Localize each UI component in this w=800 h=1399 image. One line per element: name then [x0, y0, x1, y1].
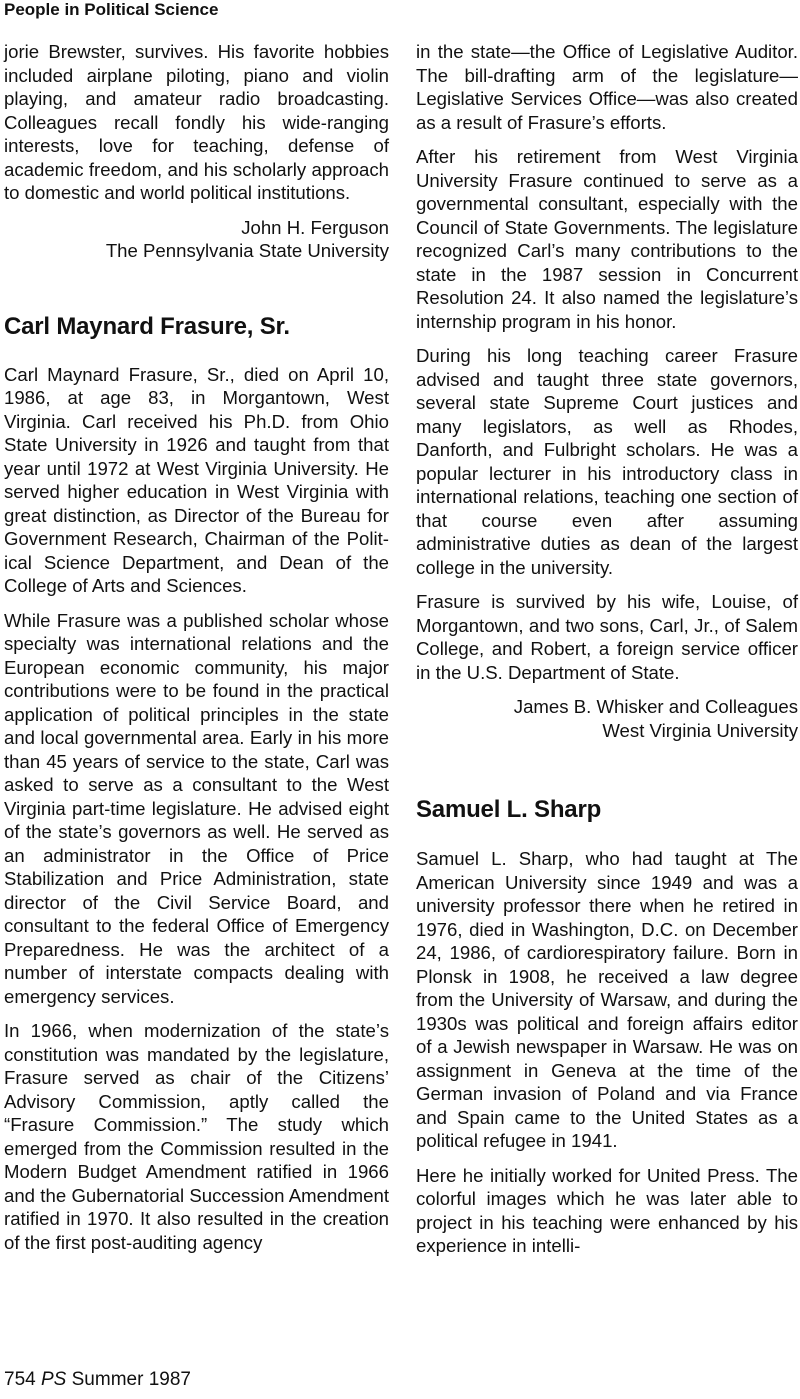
- page-number: 754: [4, 1369, 36, 1390]
- signature-affiliation: West Virginia University: [602, 719, 798, 741]
- signature-name: John H. Ferguson: [241, 216, 389, 238]
- signature-whisker: [416, 695, 798, 742]
- running-head: People in Political Science: [4, 0, 219, 19]
- obituary-heading-sharp: Samuel L. Sharp: [416, 796, 602, 823]
- page-footer: [4, 1369, 191, 1391]
- journal-name: PS: [40, 1369, 67, 1390]
- paragraph-continued: jorie Brewster, survives. His favorite hobbies included airplane piloting, piano and violin playing, and amateur radio broadcasting. Colleagues recall fondly his wide-ranging interests, love for teaching, defense of academic freedom, and his scholarly approach to domestic and world political institutions.: [4, 41, 389, 203]
- paragraph: Here he initially worked for United Press. The colorful images which he was later able to project in his teaching were enhanced by his experience in intelli-: [416, 1164, 798, 1256]
- right-column: [416, 40, 798, 1269]
- paragraph: Carl Maynard Frasure, Sr., died on April 10, 1986, at age 83, in Morgantown, West Virginia. Carl received his Ph.D. from Ohio State University in 1926 and taught from that year until 1972 at West Virginia University. He served higher education in West Virginia with great distinction, as Director of the Bureau for Government Research, Chairman of the Political Science Department, and Dean of the College of Arts and Sciences.: [4, 363, 389, 596]
- paragraph: In 1966, when modernization of the state’s constitution was mandated by the legislature, Frasure served as chair of the Citizens’ Advisory Commission, aptly called the “Frasure Commission.” The study which emerged from the Commission resulted in the Modern Budget Amendment ratified in 1966 and the Gubernatorial Succession Amendment ratified in 1970. It also resulted in the creation of the first post-auditing agency: [4, 1020, 389, 1253]
- paragraph: During his long teaching career Frasure advised and taught three state governors, several state Supreme Court justices and many legislators, as well as Rhodes, Danforth, and Fulbright scholars. He was a popular lecturer in his introductory class in international relations, teaching one section of that course even after assuming administrative duties as dean of the largest college in the university.: [416, 345, 798, 578]
- signature-affiliation: The Pennsylvania State University: [105, 240, 389, 261]
- signature-name: James B. Whisker and Colleagues: [513, 696, 798, 717]
- left-column: [4, 40, 389, 1265]
- obituary-heading-frasure: Carl Maynard Frasure, Sr.: [4, 312, 290, 340]
- issue-label: Summer 1987: [71, 1369, 191, 1390]
- paragraph-continued: in the state—the Office of Legislative Auditor. The bill-drafting arm of the legislature—Legislative Services Office—was also created as a result of Frasure’s efforts.: [416, 41, 798, 133]
- paragraph: Samuel L. Sharp, who had taught at The American University since 1949 and was a university professor there when he retired in 1976, died in Washington, D.C. on December 24, 1986, of cardiorespiratory failure. Born in Plonsk in 1908, he received a law degree from the University of Warsaw, and during the 1930s was political and foreign affairs editor of a Jewish newspaper in Warsaw. He was on assignment in Geneva at the time of the German invasion of Poland and via France and Spain came to the United States as a political refugee in 1941.: [416, 848, 798, 1151]
- signature-ferguson: [4, 216, 389, 263]
- paragraph: After his retirement from West Virginia University Frasure continued to serve as a governmental consultant, especially with the Council of State Governments. The legislature recognized Carl’s many contributions to the state in the 1987 session in Concurrent Resolution 24. It also named the legislature’s internship program in his honor.: [416, 146, 798, 332]
- paragraph: Frasure is survived by his wife, Louise, of Morgantown, and two sons, Carl, Jr., of Salem College, and Robert, a foreign service officer in the U.S. Department of State.: [416, 591, 798, 683]
- paragraph: While Frasure was a published scholar whose specialty was international relations and the European economic community, his major contributions were to be found in the practical application of political principles in the state and local governmental area. Early in his more than 45 years of service to the state, Carl was asked to serve as a consultant to the West Virginia part-time legislature. He advised eight of the state’s governors as well. He served as an administrator in the Office of Price Stabilization and Price Administration, state director of the Civil Service Board, and consultant to the federal Office of Emergency Preparedness. He was the architect of a number of interstate compacts dealing with emergency services.: [4, 609, 389, 1007]
